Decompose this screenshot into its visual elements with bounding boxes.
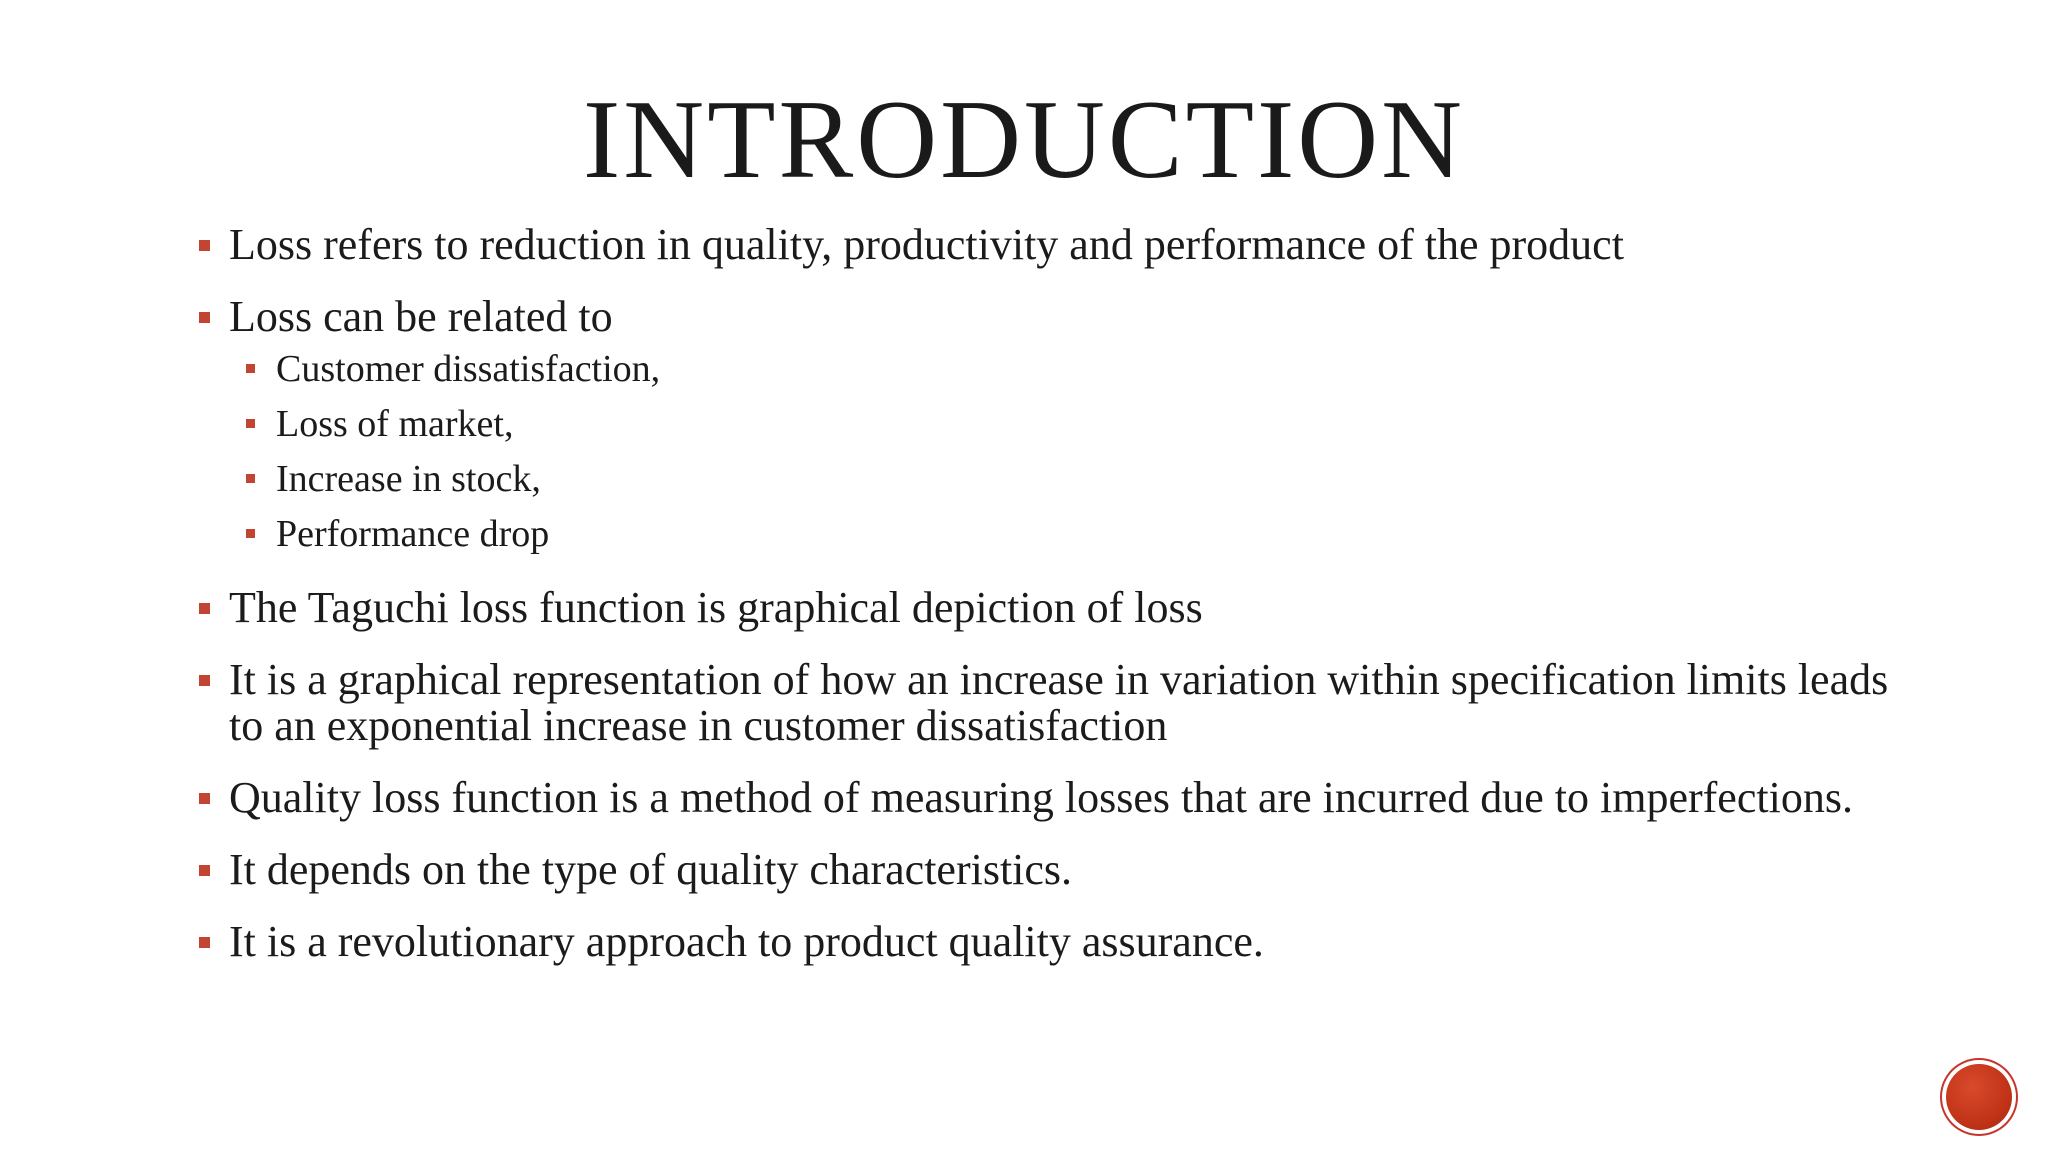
slide-nav-circle-fill: [1946, 1064, 2012, 1130]
bullet-text: Loss can be related to: [229, 292, 613, 341]
bullet-text: It is a graphical representation of how an increase in variation within specification limits leads to an exponential increase in customer dissatisfaction: [229, 655, 1889, 750]
bullet-text: It is a revolutionary approach to product quality assurance.: [229, 917, 1264, 966]
bullet-item: [196, 775, 1916, 821]
square-bullet-icon: [246, 364, 255, 373]
bullet-item: [196, 919, 1916, 965]
slide-nav-circle-icon[interactable]: [1942, 1060, 2016, 1134]
square-bullet-icon: [246, 419, 255, 428]
square-bullet-icon: [246, 474, 255, 483]
bullet-text: The Taguchi loss function is graphical depiction of loss: [229, 583, 1203, 632]
square-bullet-icon: [199, 937, 210, 948]
bullet-item: [196, 657, 1916, 749]
sub-bullet-text: Loss of market,: [276, 403, 514, 445]
bullet-text: Loss refers to reduction in quality, productivity and performance of the product: [229, 220, 1624, 269]
sub-bullet-item: [243, 348, 1916, 390]
bullet-item: [196, 222, 1916, 268]
square-bullet-icon: [199, 865, 210, 876]
square-bullet-icon: [199, 312, 210, 323]
slide-title: INTRODUCTION: [582, 78, 1466, 202]
sub-bullet-text: Performance drop: [276, 513, 550, 555]
square-bullet-icon: [199, 603, 210, 614]
bullet-text: Quality loss function is a method of measuring losses that are incurred due to imperfections.: [229, 773, 1853, 822]
sub-bullet-item: [243, 513, 1916, 555]
bullet-item: [196, 294, 1916, 340]
sub-bullet-text: Increase in stock,: [276, 458, 541, 500]
sub-bullet-item: [243, 458, 1916, 500]
square-bullet-icon: [246, 529, 255, 538]
bullet-list: [196, 222, 1916, 965]
bullet-text: It depends on the type of quality characteristics.: [229, 845, 1073, 894]
bullet-item: [196, 585, 1916, 631]
square-bullet-icon: [199, 675, 210, 686]
square-bullet-icon: [199, 793, 210, 804]
sub-bullet-item: [243, 403, 1916, 445]
sub-bullet-text: Customer dissatisfaction,: [276, 348, 661, 390]
square-bullet-icon: [199, 240, 210, 251]
bullet-item: [196, 847, 1916, 893]
